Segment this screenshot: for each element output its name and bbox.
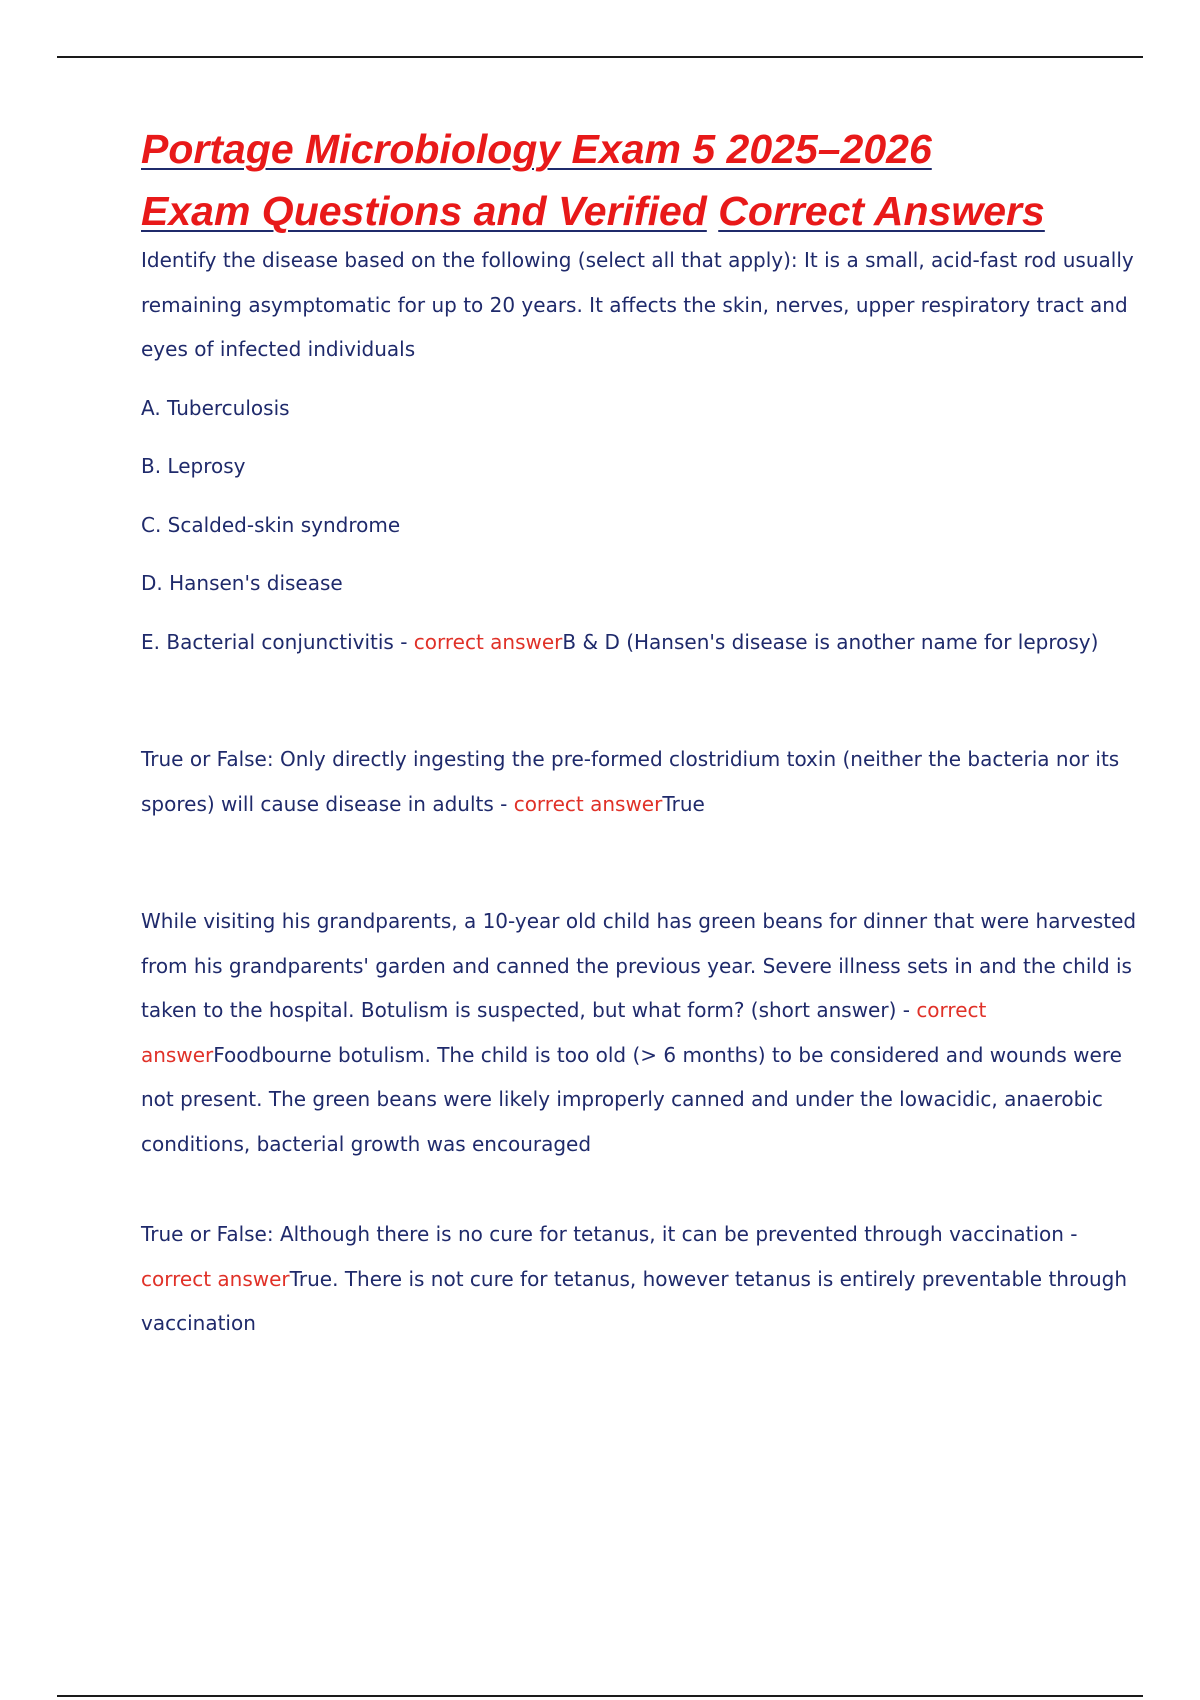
question-1: [141, 238, 1141, 372]
question-4-answer: True. There is not cure for tetanus, however tetanus is entirely preventable through vaccination: [141, 1266, 1128, 1335]
question-1-answer-label: correct answer: [413, 629, 563, 654]
question-1-option-d: D. Hansen's disease: [141, 571, 343, 595]
question-3-answer-label: correct answer: [141, 998, 987, 1067]
question-1-text: Identify the disease based on the following (select all that apply): It is a small, acid-fast rod usually remaining asymptomatic for up to 20 years. It affects the skin, nerves, upper respiratory tract and eyes of infected individuals: [141, 248, 1134, 361]
question-1-option-a: A. Tuberculosis: [141, 395, 290, 420]
title-line-2b: Correct Answers: [718, 188, 1045, 234]
title-line-1: Portage Microbiology Exam 5 2025–2026: [141, 126, 932, 172]
question-3-answer: Foodbourne botulism. The child is too old (> 6 months) to be considered and wounds were not present. The green beans were likely improperly canned and under the lowacidic, anaerobic conditions, bacterial growth was encouraged: [141, 1042, 1122, 1156]
document-body: [141, 238, 1141, 1346]
question-2-answer-label: correct answer: [513, 791, 663, 816]
title-line-2a: Exam Questions and Verified: [141, 188, 707, 234]
document-title: [141, 118, 1141, 242]
question-4-answer-label: correct answer: [141, 1266, 290, 1291]
question-3: [141, 899, 1141, 1166]
question-1-option-b: B. Leprosy: [141, 454, 246, 478]
top-rule: [57, 56, 1143, 58]
question-4-text: True or False: Although there is no cure for tetanus, it can be prevented through vaccination -: [141, 1222, 1078, 1246]
question-2: [141, 737, 1141, 826]
question-2-answer: True: [662, 791, 705, 816]
question-4: [141, 1212, 1141, 1346]
question-3-text: While visiting his grandparents, a 10-year old child has green beans for dinner that were harvested from his grandparents' garden and canned the previous year. Severe illness sets in and the child is taken to the hospital. Botulism is suspected, but what form? (short answer) -: [141, 909, 1137, 1022]
question-1-option-e: [141, 606, 1141, 665]
bottom-rule: [57, 1695, 1143, 1697]
question-1-option-c: C. Scalded-skin syndrome: [141, 512, 401, 537]
question-2-text: True or False: Only directly ingesting the pre-formed clostridium toxin (neither the bacteria nor its spores) will cause disease in adults -: [141, 747, 1120, 816]
document-page: [141, 118, 1141, 1346]
question-1-answer: B & D (Hansen's disease is another name for leprosy): [562, 629, 1099, 654]
question-1-option-e-text: E. Bacterial conjunctivitis -: [141, 629, 414, 654]
